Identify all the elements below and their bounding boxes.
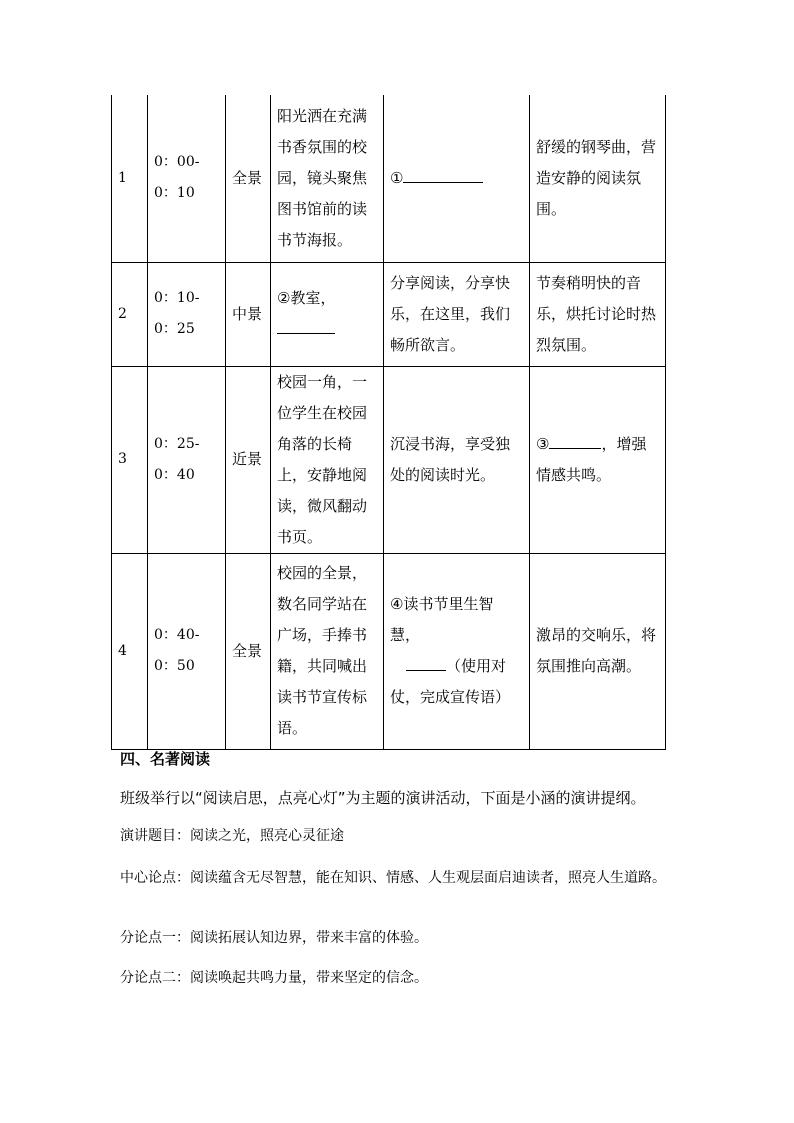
scene-description: 阳光洒在充满书香氛围的校园，镜头聚焦图书馆前的读书节海报。	[271, 95, 384, 262]
shot-number: 2	[112, 262, 148, 366]
dialog-note: （使用对仗，完成宣传语）	[390, 657, 511, 706]
scene-description: 校园的全景，数名同学站在广场，手捧书籍，共同喊出读书节宣传标语。	[271, 553, 384, 749]
dialog-cell	[384, 95, 530, 262]
table-row	[112, 553, 666, 749]
table-row	[112, 366, 666, 553]
music-cell: 舒缓的钢琴曲，营造安静的阅读氛围。	[530, 95, 666, 262]
shot-type: 中景	[226, 262, 271, 366]
storyboard-table	[111, 95, 666, 750]
answer-blank[interactable]	[549, 447, 601, 449]
time-range: 0：25-0：40	[148, 366, 226, 553]
scene-description: 校园一角，一位学生在校园角落的长椅上，安静地阅读，微风翻动书页。	[271, 366, 384, 553]
shot-type: 全景	[226, 95, 271, 262]
dialog-text: ④读书节里生智慧，	[390, 595, 494, 644]
music-text: ，增强情感共鸣。	[536, 434, 647, 484]
time-range: 0：00-0：10	[148, 95, 226, 262]
dialog-cell	[384, 553, 530, 749]
blank-number: ①	[390, 168, 404, 187]
shot-number: 4	[112, 553, 148, 749]
shot-number: 1	[112, 95, 148, 262]
answer-blank[interactable]	[403, 181, 483, 183]
answer-blank[interactable]	[406, 669, 446, 671]
answer-blank[interactable]	[277, 332, 335, 334]
blank-number: ③	[536, 434, 550, 453]
section-intro: 班级举行以“阅读启思，点亮心灯”为主题的演讲活动，下面是小涵的演讲提纲。	[120, 789, 646, 807]
music-cell: 激昂的交响乐，将氛围推向高潮。	[530, 553, 666, 749]
scene-description	[271, 262, 384, 366]
section-title: 四、名著阅读	[120, 750, 211, 768]
dialog-cell: 分享阅读，分享快乐，在这里，我们畅所欲言。	[384, 262, 530, 366]
sub-point-two: 分论点二：阅读唤起共鸣力量，带来坚定的信念。	[120, 970, 428, 986]
central-thesis: 中心论点：阅读蕴含无尽智慧，能在知识、情感、人生观层面启迪读者，照亮人生道路。	[120, 870, 666, 886]
shot-type: 全景	[226, 553, 271, 749]
table-row	[112, 95, 666, 262]
music-cell	[530, 366, 666, 553]
dialog-cell: 沉浸书海，享受独处的阅读时光。	[384, 366, 530, 553]
speech-topic: 演讲题目：阅读之光，照亮心灵征途	[120, 828, 344, 844]
scene-text: ②教室，	[277, 289, 336, 307]
shot-number: 3	[112, 366, 148, 553]
music-cell: 节奏稍明快的音乐，烘托讨论时热烈氛围。	[530, 262, 666, 366]
table-row	[112, 262, 666, 366]
time-range: 0：10-0：25	[148, 262, 226, 366]
shot-type: 近景	[226, 366, 271, 553]
sub-point-one: 分论点一：阅读拓展认知边界，带来丰富的体验。	[120, 930, 428, 946]
time-range: 0：40-0：50	[148, 553, 226, 749]
